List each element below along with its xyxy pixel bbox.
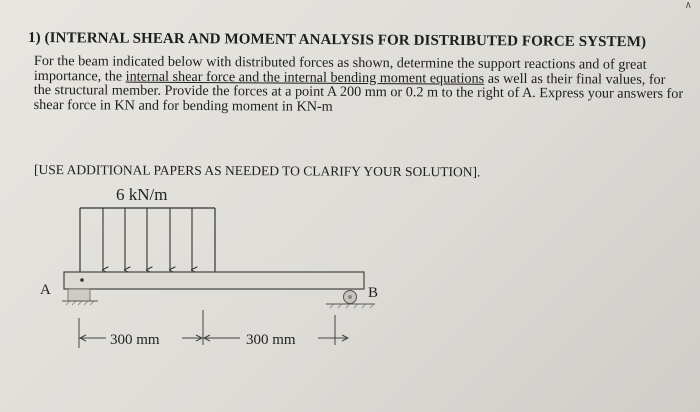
support-b-label: B bbox=[368, 285, 379, 301]
support-a-pin bbox=[62, 289, 98, 305]
corner-mark: ∧ bbox=[684, 0, 692, 11]
distributed-load bbox=[80, 208, 215, 272]
point-a-marker bbox=[80, 278, 84, 282]
dim-right-label: 300 mm bbox=[246, 332, 296, 348]
statement-underlined: internal shear force and the internal bending moment equations bbox=[125, 68, 485, 87]
beam bbox=[64, 272, 364, 289]
support-a-label: A bbox=[40, 282, 51, 298]
statement-part-1: For the beam indicated below with distributed forces as shown, determine the support reactions and of great importance, the bbox=[33, 53, 647, 85]
additional-papers-note: [USE ADDITIONAL PAPERS AS NEEDED TO CLARIFY YOUR SOLUTION]. bbox=[33, 162, 481, 180]
dim-left-label: 300 mm bbox=[110, 332, 160, 348]
distributed-load-label: 6 kN/m bbox=[116, 185, 168, 204]
problem-title: 1) (INTERNAL SHEAR AND MOMENT ANALYSIS FOR DISTRIBUTED FORCE SYSTEM) bbox=[27, 30, 647, 51]
statement-part-2: as well as their final values, for the structural member. Provide the forces at a point A 200 mm or 0.2 m to the right of A. Express your answers for shear force in KN and for bending moment in KN-m bbox=[33, 70, 684, 115]
